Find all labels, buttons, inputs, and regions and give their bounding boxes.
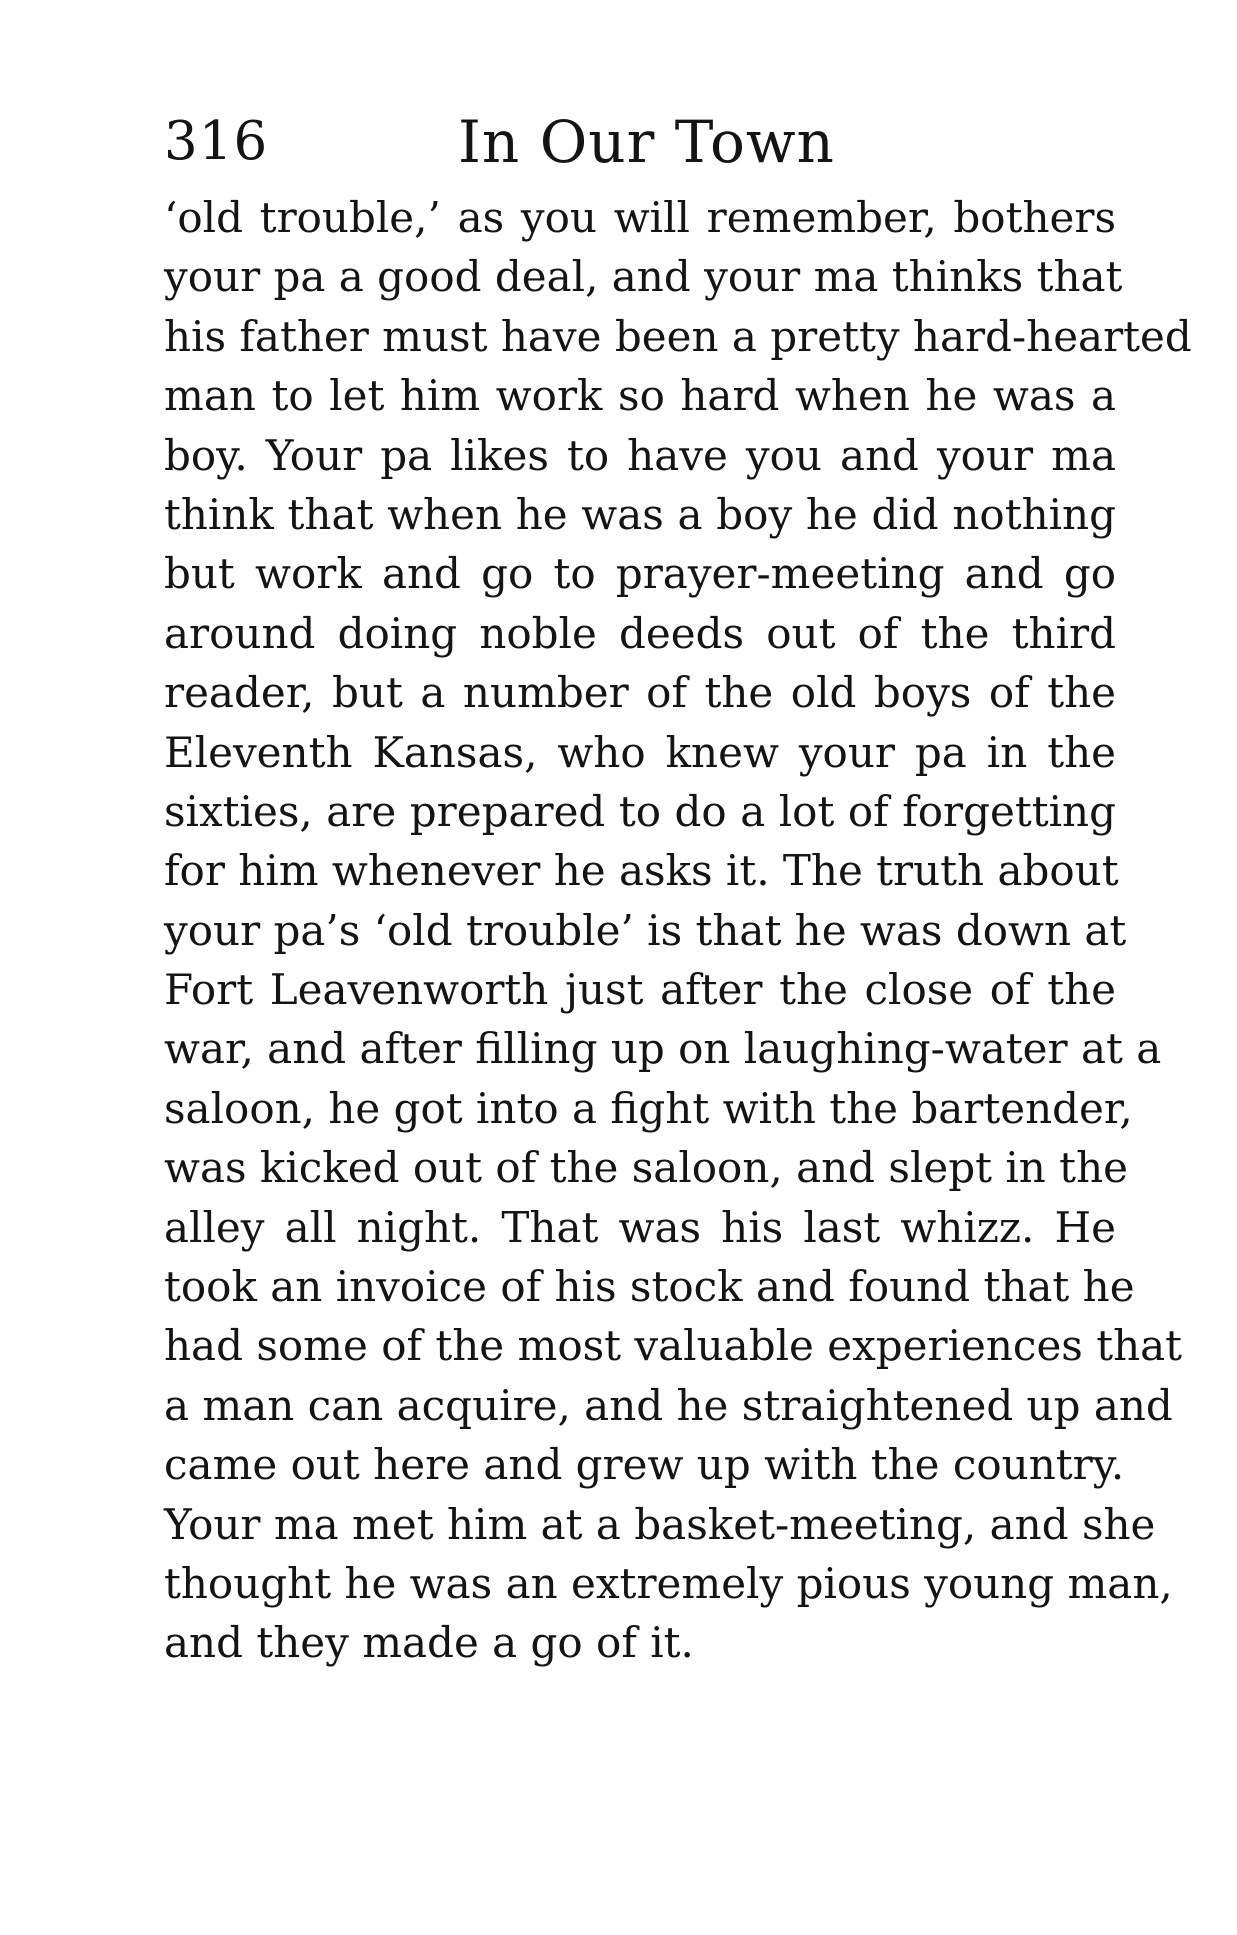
text-line: your pa a good deal, and your ma thinks that	[164, 252, 1123, 302]
page-number: 316	[164, 111, 269, 172]
text-line: Fort Leavenworth just after the close of the	[164, 965, 1116, 1015]
text-line: boy. Your pa likes to have you and your ma	[164, 430, 1116, 480]
text-line: reader, but a number of the old boys of the	[164, 668, 1116, 718]
text-line: your pa’s ‘old trouble’ is that he was down at	[164, 905, 1127, 955]
text-line: war, and after filling up on laughing-water at a	[164, 1024, 1162, 1074]
text-line: ‘old trouble,’ as you will remember, bothers	[164, 193, 1116, 242]
text-line: took an invoice of his stock and found that he	[164, 1262, 1135, 1312]
text-line: thought he was an extremely pious young man,	[164, 1558, 1173, 1608]
text-line: saloon, he got into a fight with the bartender,	[164, 1083, 1133, 1133]
running-head	[164, 102, 1124, 182]
text-line: his father must have been a pretty hard-hearted	[164, 311, 1192, 361]
text-line: alley all night. That was his last whizz. He	[164, 1202, 1116, 1252]
text-line: around doing noble deeds out of the third	[164, 608, 1116, 658]
text-line: man to let him work so hard when he was a	[164, 371, 1116, 421]
text-line: for him whenever he asks it. The truth about	[164, 846, 1119, 896]
text-line: came out here and grew up with the country.	[164, 1440, 1125, 1490]
text-line: was kicked out of the saloon, and slept in the	[164, 1143, 1128, 1193]
text-line: a man can acquire, and he straightened up and	[164, 1380, 1173, 1430]
text-line: think that when he was a boy he did nothing	[164, 489, 1116, 539]
text-line: Your ma met him at a basket-meeting, and she	[164, 1499, 1156, 1549]
text-line: sixties, are prepared to do a lot of forgetting	[164, 786, 1116, 836]
text-line-last: and they made a go of it.	[164, 1618, 694, 1668]
body-text	[164, 188, 1192, 1673]
text-line: but work and go to prayer-meeting and go	[164, 549, 1116, 599]
running-title: In Our Town	[458, 108, 835, 176]
text-line: had some of the most valuable experiences that	[164, 1321, 1183, 1371]
text-line: Eleventh Kansas, who knew your pa in the	[164, 727, 1116, 777]
